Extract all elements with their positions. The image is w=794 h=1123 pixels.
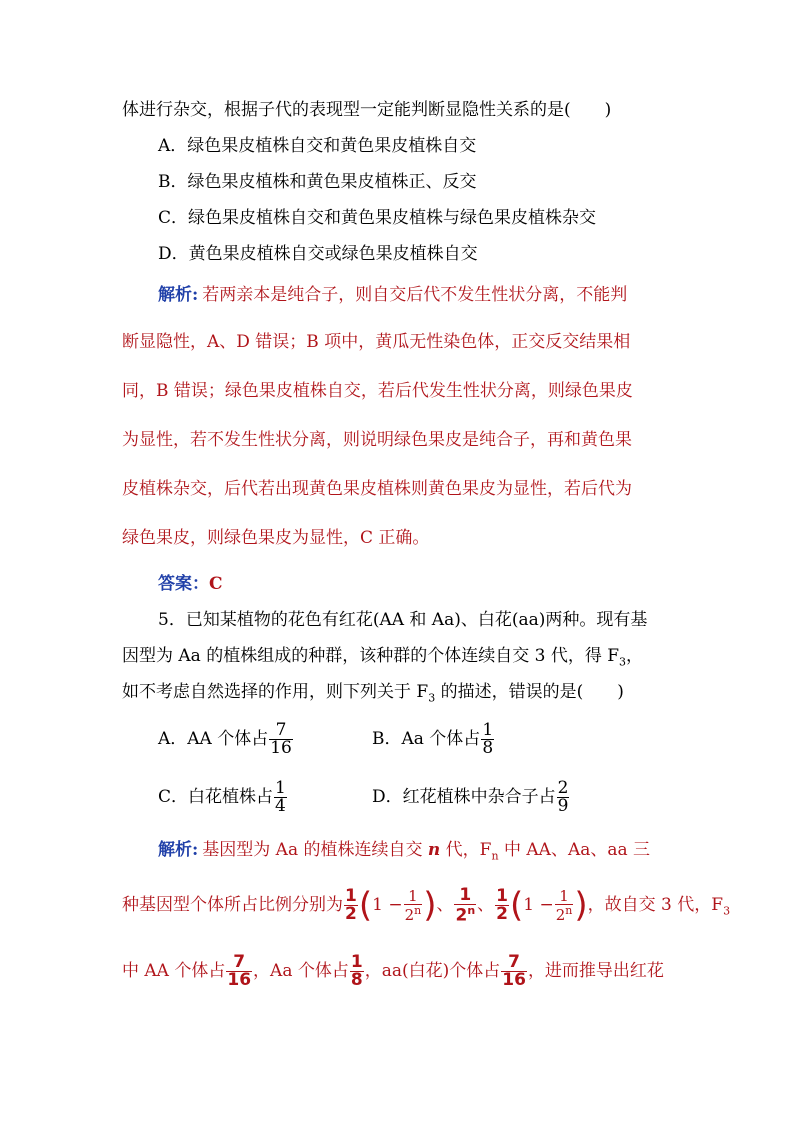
- fraction: $\frac{1}{2^n}$: [555, 886, 573, 924]
- q5-stem-line-3: 如不考虑自然选择的作用，则下列关于 $F_3$ 的描述，错误的是( ): [122, 682, 624, 705]
- fraction: $\frac{1}{4}$: [275, 778, 286, 816]
- fraction: $\frac{7}{16}$: [270, 720, 292, 758]
- fraction: $\frac{7}{16}$: [502, 952, 526, 990]
- fraction: $\frac{7}{16}$: [227, 952, 252, 990]
- q5-stem-line-1: 5．已知某植物的花色有红花(AA 和 Aa)、白花(aa)两种。现有基: [158, 610, 648, 630]
- q5-analysis-line-3: 中 AA 个体占 $\frac{7}{16}$ ，Aa 个体占 $\frac{1}{8}$ ，aa(白花)个体占 $\frac{7}{16}$ ，进而推导出红花: [122, 952, 664, 990]
- q4-analysis-line-6: 绿色果皮，则绿色果皮为显性，C 正确。: [122, 528, 430, 548]
- q5-option-b: B．Aa 个体占 $\frac{1}{8}$: [372, 720, 494, 758]
- fraction: $\frac{2}{9}$: [557, 778, 569, 816]
- fraction: $\frac{1}{2}$: [496, 886, 509, 924]
- q4-analysis-line-4: 为显性，若不发生性状分离，则说明绿色果皮是纯合子，再和黄色果: [122, 430, 632, 450]
- q4-analysis-label: 解析:: [158, 285, 199, 305]
- q4-analysis-line-2: 断显隐性，A、D 错误；B 项中，黄瓜无性染色体，正交反交结果相: [122, 332, 631, 352]
- fraction: $\frac{1}{2^n}$: [404, 886, 422, 924]
- q4-option-a: A．绿色果皮植株自交和黄色果皮植株自交: [158, 136, 477, 156]
- q5-analysis-line-1: 解析: 基因型为 Aa 的植株连续自交 n 代，$F_n$ 中 AA、Aa、aa 三: [158, 840, 651, 863]
- q5-option-c: C．白花植株占 $\frac{1}{4}$: [158, 778, 286, 816]
- q4-analysis-line-5: 皮植株杂交，后代若出现黄色果皮植株则黄色果皮为显性，若后代为: [122, 479, 632, 499]
- fraction: $\frac{1}{2}$: [345, 886, 357, 924]
- q4-analysis-line-3: 同，B 错误；绿色果皮植株自交，若后代发生性状分离，则绿色果皮: [122, 381, 633, 401]
- q4-answer: [158, 572, 223, 596]
- fraction: $\frac{1}{2^n}$: [455, 884, 476, 926]
- q4-option-d: D．黄色果皮植株自交或绿色果皮植株自交: [158, 244, 478, 264]
- fraction: $\frac{1}{8}$: [350, 952, 363, 990]
- q4-analysis-line-1: 解析: 若两亲本是纯合子，则自交后代不发生性状分离，不能判: [158, 285, 628, 305]
- q4-option-b: B．绿色果皮植株和黄色果皮植株正、反交: [158, 172, 477, 192]
- q5-analysis-label: 解析:: [158, 840, 199, 860]
- q4-stem-tail: 体进行杂交，根据子代的表现型一定能判断显隐性关系的是( ): [122, 100, 612, 120]
- q5-stem-line-2: 因型为 Aa 的植株组成的种群，该种群的个体连续自交 3 代，得 $F_3$，: [122, 646, 644, 669]
- q5-analysis-line-2: 种基因型个体所占比例分别为 $\frac{1}{2}$ (1 − $\frac{1}{2^n}$ )、 $\frac{1}{2^n}$ 、 $\frac{1}{2}$ (1 − $\frac{1}{2^n}$ )，故自交 3 代，$F_3$: [122, 884, 731, 926]
- q4-answer-label: 答案：: [158, 574, 209, 594]
- q4-answer-value: C: [209, 574, 223, 594]
- q5-option-d: D．红花植株中杂合子占 $\frac{2}{9}$: [372, 778, 569, 816]
- q4-option-c: C．绿色果皮植株自交和黄色果皮植株与绿色果皮植株杂交: [158, 208, 597, 228]
- fraction: $\frac{1}{8}$: [482, 720, 494, 758]
- q5-option-a: A．AA 个体占 $\frac{7}{16}$: [158, 720, 292, 758]
